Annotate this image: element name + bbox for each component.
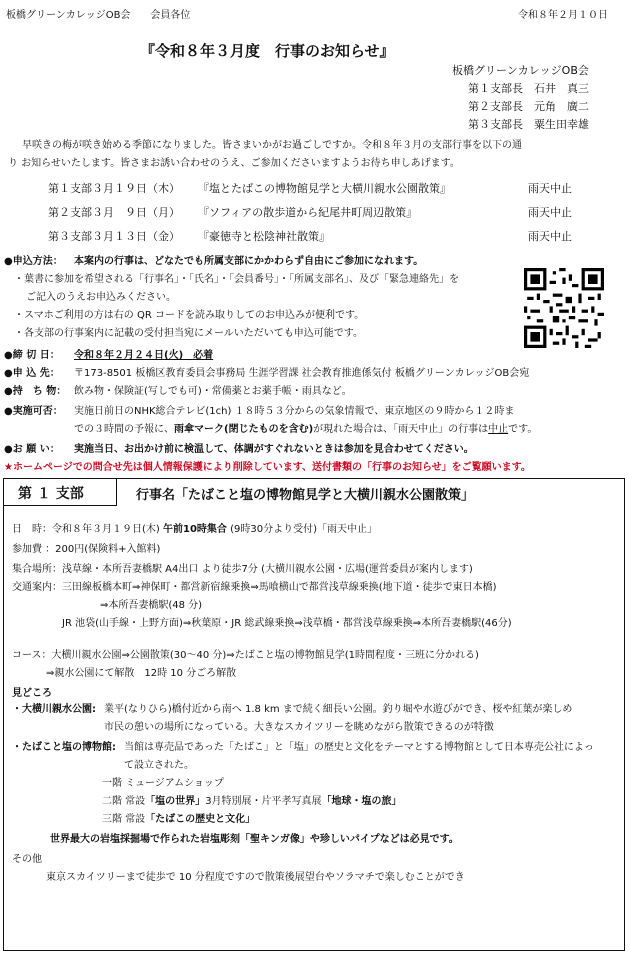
branch1-access: JR 池袋(山手線・上野方面)⇒秋葉原・JR 総武線乗換⇒浅草橋・都営浅草線乗換⇒本所吾妻橋駅(46分) (62, 618, 512, 629)
cancel-text: が現れた場合は、「雨天中止」の行事は (313, 424, 489, 435)
other-text: 東京スカイツリーまで徒歩で 10 分程度ですので散策後展望台やソラマチで楽しむことができ (46, 872, 465, 883)
branch1-course: コース：大横川親水公園⇒公園散策(30～40 分)⇒たばこと塩の博物館見学(1時間程度・三班に分かれる) (12, 650, 479, 661)
request-value: 実施当日、お出かけ前に検温して、体調がすぐれないときは参加を見合わせてください。 (74, 444, 474, 455)
event-branch: 第２支部３月 ９日（月） (48, 206, 180, 219)
intro-line: 早咲きの梅が咲き始める季節になりました。皆さまいかがお過ごしですか。令和８年３月の支部行事を以下の通 (22, 140, 522, 151)
park-description: 業平(なりひら)橋付近から南へ 1.8 km まで続く細長い公園。釣り堀や水遊びができ、桜や紅葉が楽しめ (104, 704, 573, 715)
branch1-fee: 参加費 ：200円(保険料+入館料) (12, 544, 161, 555)
address-label: ●申 込 先： (4, 368, 60, 379)
deadline-value: 令和８年２月２４日(火) 必着 (74, 350, 214, 361)
event-name: 『塩とたばこの博物館見学と大横川親水公園散策』 (198, 182, 451, 195)
deadline-label: ●締 切 日： (4, 350, 60, 361)
floor-exhibit: 「たばこの歴史と文化」 (145, 814, 256, 825)
floor-3 (102, 810, 255, 825)
highlights-label: 見どころ (12, 688, 52, 699)
branch1-access: 交通案内：三田線板橋本町⇒神保町・都営新宿線乗換⇒馬喰横山で都営浅草線乗換(地下道・徒歩で東日本橋) (12, 582, 497, 593)
branch1-date (12, 520, 377, 535)
org-header: 板橋グリーンカレッジOB会 会員各位 (6, 10, 191, 21)
apply-item: ご記入のうえお申込みください。 (26, 292, 176, 303)
items-value: 飲み物・保険証(写しでも可)・常備薬とお薬手帳・雨具など。 (74, 386, 352, 397)
floor-text: 3月特別展・片平孝写真展 (205, 796, 322, 807)
floor-1: 一階 ミュージアムショップ (102, 778, 224, 789)
sender-org: 板橋グリーンカレッジOB会 (452, 64, 589, 77)
floor-text: 三階 常設 (102, 814, 146, 825)
cancel-line (74, 420, 537, 435)
cancel-line: 実施日前日のNHK総合テレビ(1ch) １８時５３分からの気象情報で、東京地区の９時から１２時ま (74, 406, 515, 417)
event-branch: 第１支部３月１９日（木） (48, 182, 180, 195)
cancel-text: での３時間の予報に、 (74, 424, 174, 435)
event-note: 雨天中止 (528, 182, 572, 195)
branch1-course: ⇒親水公園にて解散 12時 10 分ごろ解散 (46, 668, 237, 679)
floor-exhibit: 「地球・塩の旅」 (321, 796, 402, 807)
branch1-tag: 第 １ 支部 (18, 486, 84, 502)
reception-text: (9時30分より受付)「雨天中止」 (230, 524, 377, 535)
address-value: 〒173-8501 板橋区教育委員会事務局 生涯学習課 社会教育推進係気付 板橋グリーンカレッジOB会宛 (74, 368, 530, 379)
intro-line: り お知らせいたします。皆さまお誘い合わせのうえ、ご参加くださいますようお待ち申しあげます。 (8, 158, 460, 169)
page-title: 『令和８年３月度 行事のお知らせ』 (140, 42, 395, 60)
event-name: 『ソフィアの散歩道から紀尾井町周辺散策』 (198, 206, 418, 219)
apply-item: ・各支部の行事案内に記載の受付担当宛にメールいただいても申込可能です。 (14, 328, 363, 339)
floor-exhibit: 「塩の世界」 (145, 796, 206, 807)
homepage-notice: ★ホームページでの問合せ先は個人情報保護により削除しています、送付書類の「行事のお知らせ」をご覧願います。 (4, 462, 531, 473)
other-label: その他 (12, 854, 42, 865)
floor-text: 二階 常設 (102, 796, 146, 807)
cancel-label: ●実施可否： (4, 406, 63, 417)
apply-label: ●申込方法： (4, 256, 63, 267)
sender-leader: 第１支部長 石井 真三 (468, 82, 589, 95)
sender-leader: 第２支部長 元角 廣二 (468, 100, 589, 113)
apply-lead: 本案内の行事は、どなたでも所属支部にかかわらず自由にご参加になれます。 (74, 256, 424, 267)
apply-item: ・葉書に参加を希望される「行事名」・「氏名」・「会員番号」・「所属支部名」、及び「緊急連絡先」を (14, 274, 459, 285)
apply-item: ・スマホご利用の方は右の QR コードを読み取りしてのお申込みが便利です。 (14, 310, 365, 321)
rock-salt-note: 世界最大の岩塩採掘場で作られた岩塩彫刻「聖キンガ像」や珍しいパイプなどは必見です。 (50, 834, 459, 845)
floor-2 (102, 792, 402, 807)
date-text: 日 時：令和８年３月１９日(木) (12, 524, 160, 535)
umbrella-mark-text: 雨傘マーク(閉じたものを含む) (174, 424, 314, 435)
cancel-emphasis: 中止 (488, 424, 509, 435)
event-note: 雨天中止 (528, 230, 572, 243)
meet-time: 午前10時集合 (163, 524, 227, 535)
event-branch: 第３支部３月１３日（金） (48, 230, 180, 243)
event-name: 『豪徳寺と松陰神社散策』 (198, 230, 330, 243)
park-label: ・大横川親水公園: (12, 704, 96, 715)
sender-leader: 第３支部長 粟生田幸雄 (468, 118, 589, 131)
museum-description: 当館は専売品であった「たばこ」と「塩」の歴史と文化をテーマとする博物館として日本専売公社によっ (124, 742, 594, 753)
branch1-title: 行事名「たばこと塩の博物館見学と大横川親水公園散策」 (136, 488, 475, 503)
museum-description: て設立された。 (124, 760, 194, 771)
park-description: 市民の憩いの場所になっている。大きなスカイツリーを眺めながら散策できるのが特徴 (104, 722, 494, 733)
request-label: ●お 願 い： (4, 444, 60, 455)
branch1-access: ⇒本所吾妻橋駅(48 分) (100, 600, 203, 611)
items-label: ●持 ち 物： (4, 386, 67, 397)
branch1-meet: 集合場所：浅草線・本所吾妻橋駅 A4出口 より徒歩7分 (大横川親水公園・広場(運営委員が案内します) (12, 564, 473, 575)
museum-label: ・たばこと塩の博物館: (12, 742, 116, 753)
qr-code-icon[interactable] (524, 268, 604, 348)
cancel-text: です。 (508, 424, 538, 435)
document-date: 令和８年２月１０日 (518, 10, 608, 21)
event-note: 雨天中止 (528, 206, 572, 219)
